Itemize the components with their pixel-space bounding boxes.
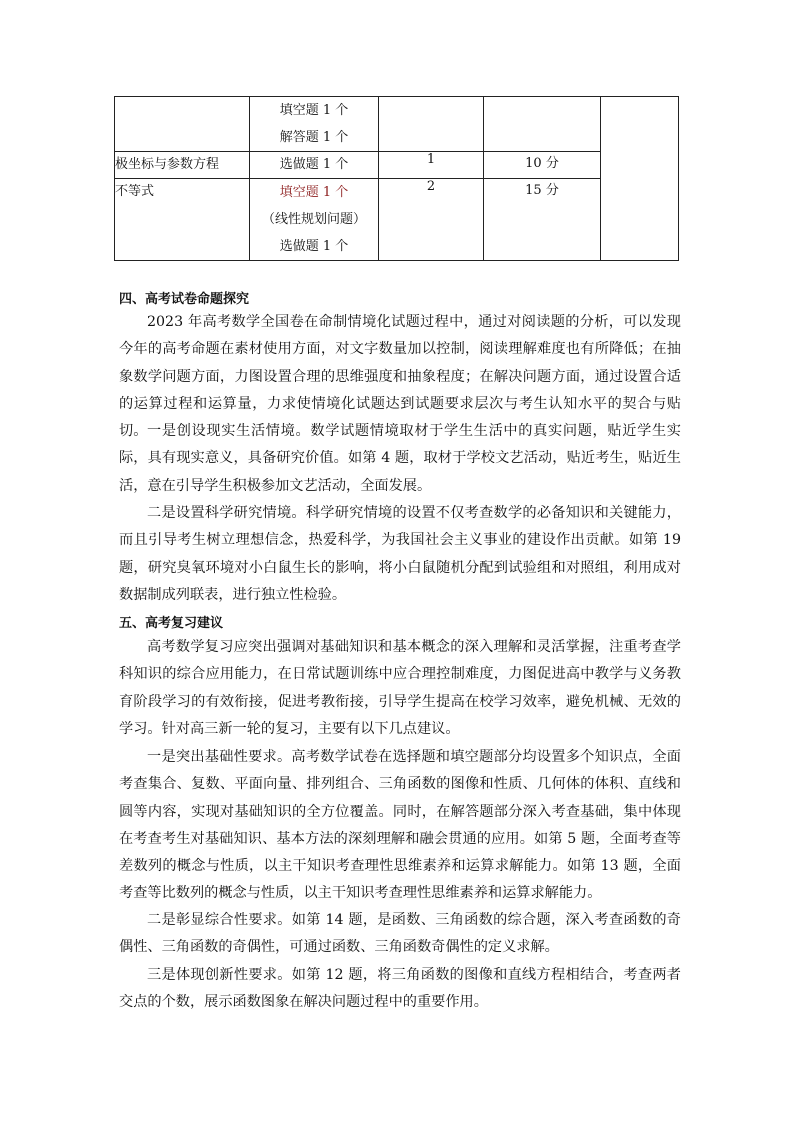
question-type-line: 解答题 1 个 xyxy=(279,130,349,145)
paragraph: 高考数学复习应突出强调对基础知识和基本概念的深入理解和灵活掌握，注重考查学科知识的综合应用能力，在日常试题训练中应合理控制难度，力图促进高中教学与义务教育阶段学习的有效衔接，促进考教衔接，引导学生提高在校学习效率，避免机械、无效的学习。针对高三新一轮的复习，主要有以下几点建议。 xyxy=(119,639,681,737)
table-row xyxy=(115,179,679,261)
count-cell xyxy=(379,97,484,152)
table-row xyxy=(115,152,679,179)
paragraph: 一是创设现实生活情境。数学试题情境取材于学生生活中的真实问题，贴近学生实际，具有现实意义，具备研究价值。如第 4 题，取材于学校文艺活动，贴近考生，贴近生活，意在引导学生积极参加文艺活动，全面发展。 xyxy=(119,423,681,494)
paragraph: 二是设置科学研究情境。科学研究情境的设置不仅考查数学的必备知识和关键能力，而且引导考生树立理想信念，热爱科学，为我国社会主义事业的建设作出贡献。如第 19 题，研究臭氧环境对小白鼠生长的影响，将小白鼠随机分配到试验组和对照组，利用成对数据制成列联表，进行独立性检验。 xyxy=(119,505,681,603)
topic-cell xyxy=(115,97,250,152)
question-type-cell xyxy=(250,152,379,179)
count-cell: 1 xyxy=(379,152,484,179)
section-heading: 四、高考试卷命题探究 xyxy=(119,292,250,307)
paragraph: 三是体现创新性要求。如第 12 题，将三角函数的图像和直线方程相结合，考查两者交点的个数，展示函数图象在解决问题过程中的重要作用。 xyxy=(119,967,681,1011)
question-type-line: 填空题 1 个 xyxy=(279,103,349,118)
score-cell: 15 分 xyxy=(484,179,601,261)
paragraph: 2023 年高考数学全国卷在命制情境化试题过程中，通过对阅读题的分析，可以发现今年的高考命题在素材使用方面，对文字数量加以控制，阅读理解难度也有所降低；在抽象数学问题方面，力图设置合理的思维强度和抽象程度；在解决问题方面，通过设置合适的运算过程和运算量，力求使情境化试题达到试题要求层次与考生认知水平的契合与贴切。 xyxy=(119,314,681,440)
topic-cell: 不等式 xyxy=(115,179,250,261)
question-type-cell xyxy=(250,179,379,261)
table-row xyxy=(115,97,679,152)
section-heading: 五、高考复习建议 xyxy=(119,616,224,631)
count-cell: 2 xyxy=(379,179,484,261)
merged-empty-cell xyxy=(601,97,679,261)
question-type-line: 填空题 1 个 xyxy=(279,185,349,200)
score-cell xyxy=(484,97,601,152)
topic-cell: 极坐标与参数方程 xyxy=(115,152,250,179)
question-type-line: （线性规划问题） xyxy=(261,212,366,227)
score-cell: 10 分 xyxy=(484,152,601,179)
question-type-line: 选做题 1 个 xyxy=(279,239,349,254)
paragraph: 二是彰显综合性要求。如第 14 题，是函数、三角函数的综合题，深入考查函数的奇偶性、三角函数的奇偶性，可通过函数、三角函数奇偶性的定义求解。 xyxy=(119,912,681,956)
exam-content-table xyxy=(114,96,679,261)
paragraph: 一是突出基础性要求。高考数学试卷在选择题和填空题部分均设置多个知识点，全面考查集合、复数、平面向量、排列组合、三角函数的图像和性质、几何体的体积、直线和圆等内容，实现对基础知识的全方位覆盖。同时，在解答题部分深入考查基础，集中体现在考查考生对基础知识、基本方法的深刻理解和融会贯通的应用。如第 5 题，全面考查等差数列的概念与性质，以主干知识考查理性思维素养和运算求解能力。如第 13 题，全面考查等比数列的概念与性质，以主干知识考查理性思维素养和运算求解能力。 xyxy=(119,749,681,902)
question-type-cell xyxy=(250,97,379,152)
question-type-line: 选做题 1 个 xyxy=(279,157,349,172)
